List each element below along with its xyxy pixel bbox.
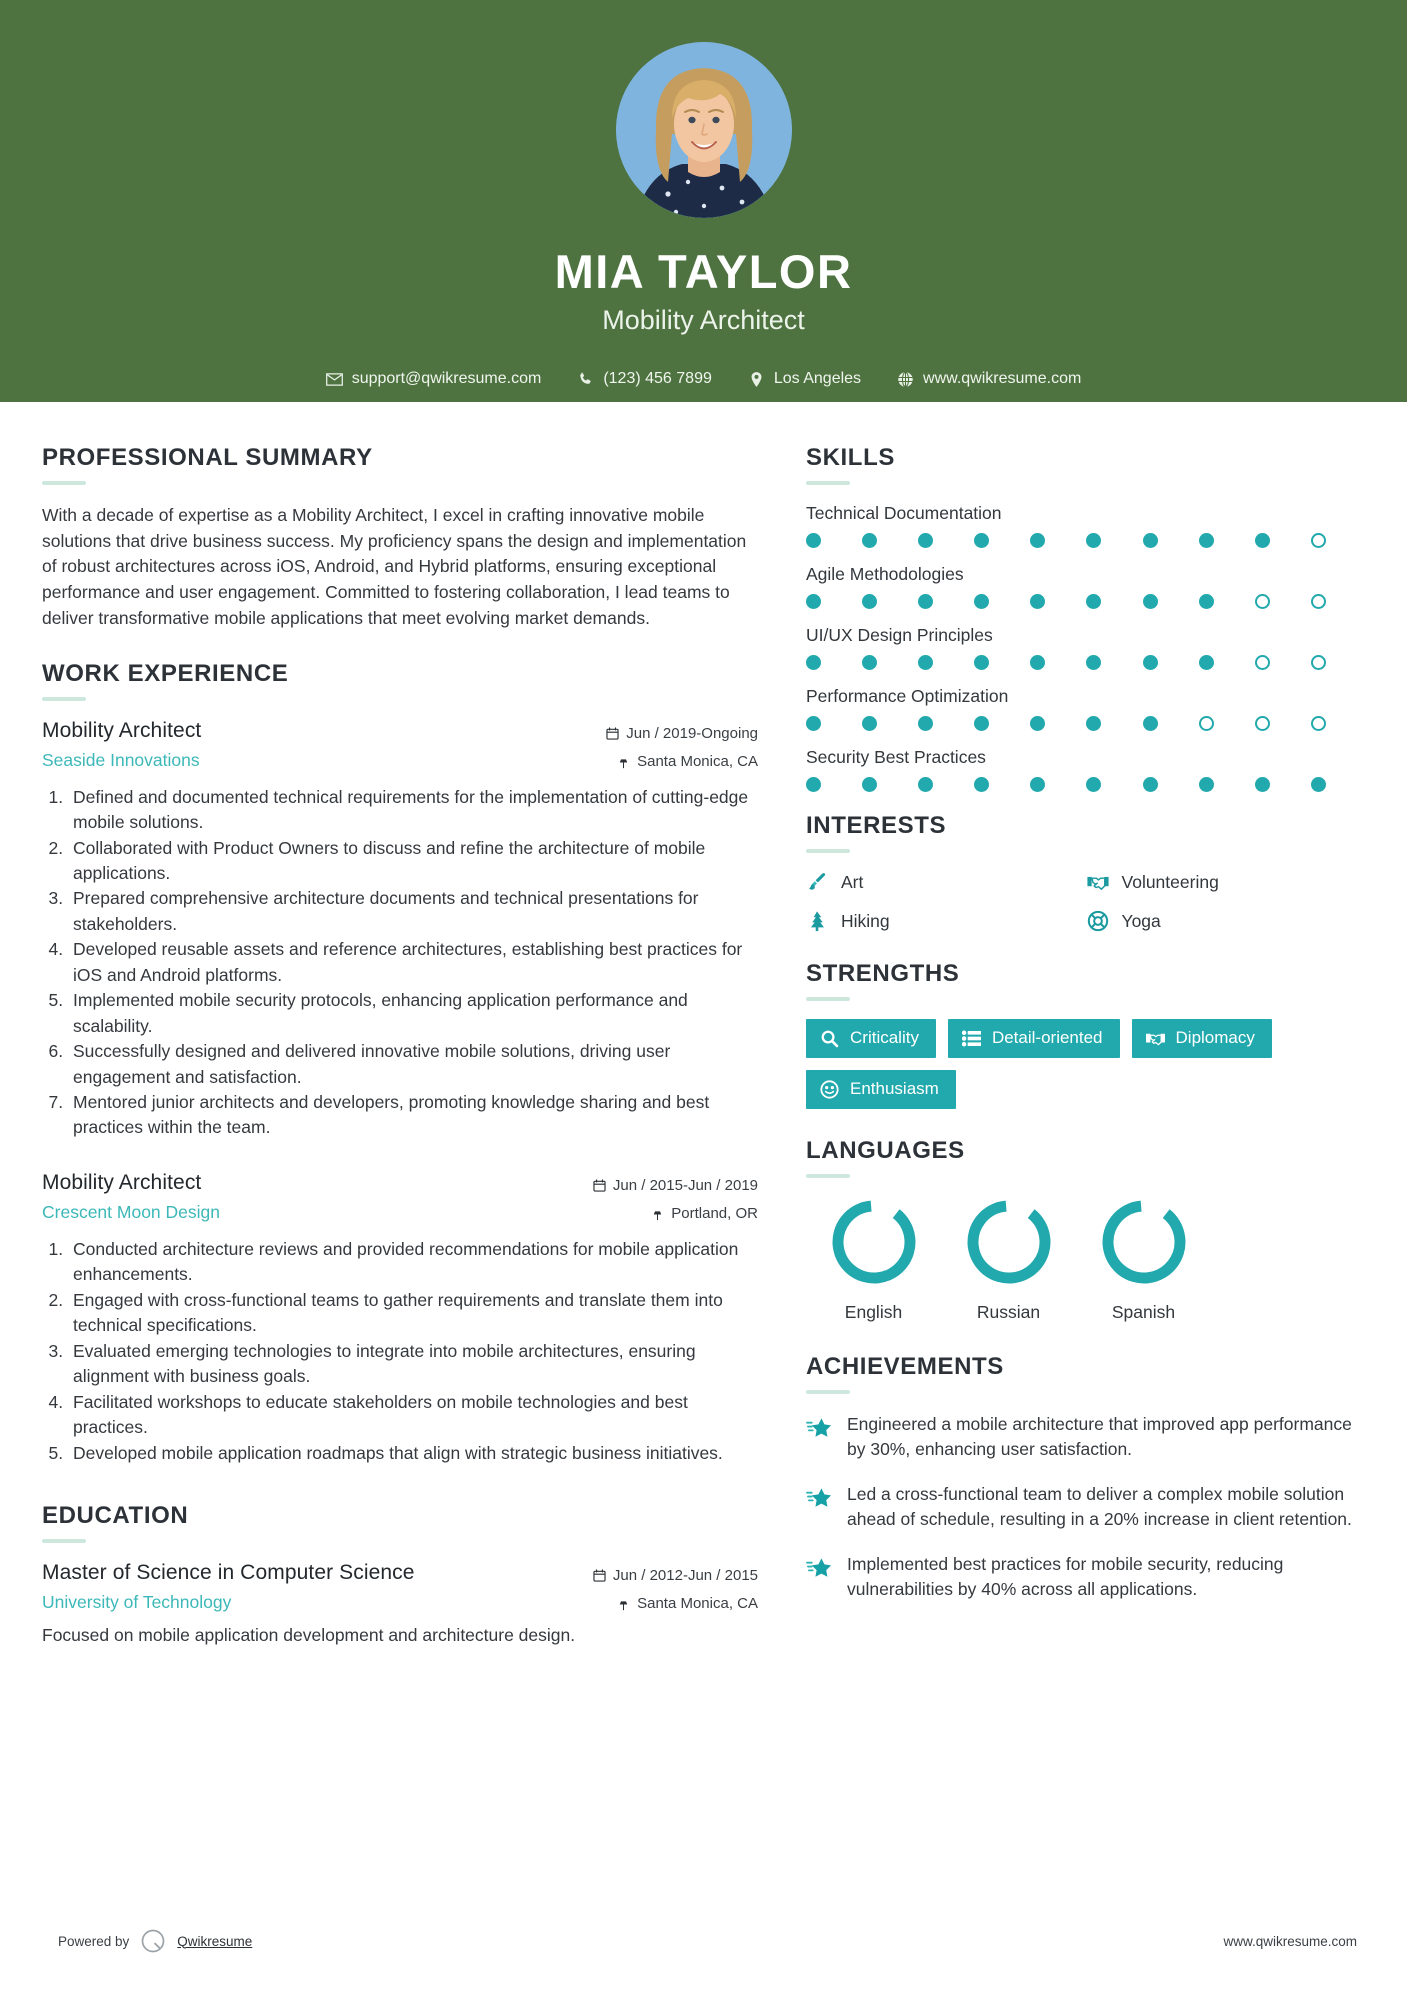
skill-dot-cell (1086, 533, 1142, 548)
skill-dot-cell (918, 594, 974, 609)
education-location-value: Santa Monica, CA (637, 1595, 758, 1613)
skill-dot-filled (806, 594, 821, 609)
pin-icon (617, 754, 630, 769)
education-rule (42, 1539, 86, 1543)
email-icon (326, 371, 343, 388)
footer-brand-link[interactable]: Qwikresume (177, 1933, 253, 1949)
languages-title: LANGUAGES (806, 1137, 965, 1164)
section-education (42, 1502, 758, 1648)
skill-dot-empty (1311, 655, 1326, 670)
skill-dot-cell (862, 594, 918, 609)
interest-label: Hiking (841, 910, 890, 931)
section-skills (806, 444, 1367, 792)
strength-label: Diplomacy (1175, 1028, 1255, 1047)
skill-dot-filled (1086, 533, 1101, 548)
footer-left (58, 1928, 252, 1954)
language-item (1076, 1196, 1211, 1323)
skill-dot-cell (806, 716, 862, 731)
skill-dot-cell (1199, 655, 1255, 670)
skill-dot-filled (862, 594, 877, 609)
skill-dot-filled (1311, 777, 1326, 792)
skill-item (806, 503, 1367, 548)
work-bullets (42, 1237, 758, 1466)
contact-location[interactable] (748, 370, 861, 388)
strengths-title: STRENGTHS (806, 960, 960, 987)
skill-dot-filled (918, 594, 933, 609)
work-bullets (42, 785, 758, 1141)
summary-title: PROFESSIONAL SUMMARY (42, 444, 373, 471)
work-bullet: 5. Developed mobile application roadmaps that align with strategic business initiatives. (68, 1441, 758, 1466)
skill-dot-cell (1086, 655, 1142, 670)
language-label: Russian (976, 1302, 1041, 1322)
skill-dot-filled (1143, 594, 1158, 609)
achievement-text: Engineered a mobile architecture that improved app performance by 30%, enhancing user satisfaction. (847, 1414, 1352, 1460)
tree-icon (806, 910, 828, 932)
education-dates (548, 1567, 758, 1584)
skill-dot-cell (1143, 533, 1199, 548)
skill-dot-cell (862, 777, 918, 792)
skill-dot-filled (862, 655, 877, 670)
skill-dot-cell (862, 716, 918, 731)
skill-dot-filled (974, 533, 989, 548)
contact-website[interactable] (897, 370, 1081, 388)
contact-email-value: support@qwikresume.com (351, 370, 542, 387)
skill-dot-cell (862, 655, 918, 670)
skill-dot-filled (918, 777, 933, 792)
skill-dot-cell (1199, 716, 1255, 731)
summary-text: With a decade of expertise as a Mobility Architect, I excel in crafting innovative mobile solutions that drive business success. My proficiency spans the design and implementation of robust architectures across iOS, Android, and Hybrid platforms, ensuring exceptional performance and user engagement. Committed to fostering collaboration, I lead teams to deliver transformative mobile applications that meet evolving market demands. (42, 505, 747, 628)
work-bullet: 2. Engaged with cross-functional teams to gather requirements and translate them into technical specifications. (68, 1288, 758, 1339)
location-icon (748, 371, 765, 388)
handshake-icon (1146, 1029, 1165, 1048)
work-location (548, 753, 758, 770)
skill-dot-empty (1199, 716, 1214, 731)
skill-dot-cell (974, 533, 1030, 548)
achievements-rule (806, 1390, 850, 1394)
work-title: WORK EXPERIENCE (42, 659, 289, 687)
skill-dot-cell (806, 533, 862, 548)
resume-body (0, 402, 1407, 1676)
interest-item (806, 910, 1087, 932)
work-org: Crescent Moon Design (42, 1201, 220, 1222)
work-bullet: 3. Prepared comprehensive architecture documents and technical presentations for stakeholders. (68, 886, 758, 937)
skill-name: Security Best Practices (806, 747, 986, 767)
strengths-rule (806, 997, 850, 1001)
skill-rating (806, 533, 1367, 548)
skill-dot-empty (1311, 716, 1326, 731)
contact-email[interactable] (326, 370, 542, 388)
language-label: English (844, 1302, 903, 1322)
skill-dot-filled (974, 594, 989, 609)
work-location (548, 1205, 758, 1222)
interest-item (1087, 871, 1368, 893)
work-entry (42, 719, 758, 1141)
summary-rule (42, 481, 86, 485)
handshake-icon (1087, 871, 1109, 893)
skill-dot-cell (974, 777, 1030, 792)
skill-dot-filled (918, 655, 933, 670)
work-bullet: 4. Facilitated workshops to educate stakeholders on mobile technologies and best practices. (68, 1390, 758, 1441)
skill-dot-filled (862, 777, 877, 792)
paintbrush-icon (806, 871, 828, 893)
skill-dot-cell (1143, 716, 1199, 731)
interests-rule (806, 849, 850, 853)
skill-dot-cell (974, 655, 1030, 670)
achievement-item (806, 1412, 1367, 1462)
achievement-text: Led a cross-functional team to deliver a complex mobile solution ahead of schedule, resulting in a 20% increase in client retention. (847, 1484, 1352, 1530)
work-bullet: 6. Successfully designed and delivered innovative mobile solutions, driving user engagement and satisfaction. (68, 1039, 758, 1090)
section-languages (806, 1137, 1367, 1323)
skills-list (806, 503, 1367, 792)
interest-item (1087, 910, 1368, 932)
skill-dot-cell (1143, 777, 1199, 792)
smiley-icon (820, 1080, 839, 1099)
calendar-icon (606, 726, 619, 741)
search-icon (820, 1029, 839, 1048)
skill-dot-cell (1143, 594, 1199, 609)
full-name: MIA TAYLOR (554, 245, 853, 298)
skill-dot-filled (974, 655, 989, 670)
star-icon (806, 1484, 833, 1511)
skill-dot-cell (1086, 594, 1142, 609)
skill-dot-filled (1030, 533, 1045, 548)
skill-dot-cell (806, 655, 862, 670)
contact-location-value: Los Angeles (773, 370, 862, 387)
work-dates-value: Jun / 2015-Jun / 2019 (612, 1176, 758, 1194)
work-entry (42, 1171, 758, 1466)
skill-dot-cell (1030, 777, 1086, 792)
skill-dot-cell (1086, 716, 1142, 731)
education-degree: Master of Science in Computer Science (42, 1561, 415, 1585)
strength-label: Enthusiasm (850, 1079, 939, 1098)
star-icon (806, 1554, 833, 1581)
skill-dot-filled (1030, 655, 1045, 670)
footer-website[interactable]: www.qwikresume.com (1223, 1933, 1357, 1949)
education-description: Focused on mobile application development and architecture design. (42, 1625, 576, 1646)
skill-dot-filled (1086, 716, 1101, 731)
skill-dot-cell (1311, 716, 1367, 731)
education-entry (42, 1561, 758, 1648)
skill-dot-cell (1255, 655, 1311, 670)
skill-dot-filled (1143, 716, 1158, 731)
pin-icon (651, 1206, 664, 1221)
achievement-item (806, 1552, 1367, 1602)
skill-dot-empty (1311, 533, 1326, 548)
work-org: Seaside Innovations (42, 749, 200, 770)
contact-row (0, 370, 1407, 388)
section-strengths (806, 960, 1367, 1109)
work-rule (42, 697, 86, 701)
skill-name: Technical Documentation (806, 503, 1002, 523)
phone-icon (577, 371, 594, 388)
skill-dot-cell (1199, 594, 1255, 609)
skill-dot-filled (918, 533, 933, 548)
skill-dot-filled (1086, 594, 1101, 609)
skill-dot-empty (1255, 716, 1270, 731)
skill-dot-filled (974, 716, 989, 731)
section-summary (42, 444, 758, 632)
work-bullet: 7. Mentored junior architects and developers, promoting knowledge sharing and best practices within the team. (68, 1090, 758, 1141)
skill-dot-cell (974, 594, 1030, 609)
interests-grid (806, 871, 1367, 932)
skill-dot-cell (1030, 594, 1086, 609)
work-role: Mobility Architect (42, 1170, 202, 1194)
skill-dot-cell (1143, 655, 1199, 670)
globe-icon (897, 371, 914, 388)
contact-website-value: www.qwikresume.com (923, 370, 1082, 387)
work-bullet: 2. Collaborated with Product Owners to discuss and refine the architecture of mobile applications. (68, 836, 758, 887)
skill-dot-cell (1255, 716, 1311, 731)
education-school: University of Technology (42, 1592, 232, 1613)
list-icon (962, 1029, 981, 1048)
skill-dot-cell (918, 716, 974, 731)
skill-dot-cell (1311, 533, 1367, 548)
footer (0, 1928, 1407, 1954)
skill-dot-filled (1030, 716, 1045, 731)
skill-item (806, 564, 1367, 609)
skill-dot-filled (1199, 594, 1214, 609)
skill-dot-cell (918, 533, 974, 548)
skill-rating (806, 655, 1367, 670)
work-dates-value: Jun / 2019-Ongoing (626, 724, 758, 742)
skill-dot-empty (1255, 655, 1270, 670)
skill-dot-cell (918, 655, 974, 670)
skill-dot-cell (1311, 655, 1367, 670)
work-location-value: Santa Monica, CA (637, 752, 758, 770)
skill-dot-filled (806, 655, 821, 670)
section-interests (806, 812, 1367, 932)
skill-dot-cell (1030, 533, 1086, 548)
qwikresume-logo-icon (140, 1928, 166, 1954)
star-icon (806, 1414, 833, 1441)
achievements-title: ACHIEVEMENTS (806, 1353, 1004, 1380)
education-dates-value: Jun / 2012-Jun / 2015 (612, 1567, 758, 1585)
section-achievements (806, 1353, 1367, 1602)
skills-rule (806, 481, 850, 485)
skill-item (806, 625, 1367, 670)
language-ring (828, 1196, 920, 1288)
calendar-icon (593, 1178, 606, 1193)
work-bullet: 3. Evaluated emerging technologies to integrate into mobile architectures, ensuring alignment with business goals. (68, 1339, 758, 1390)
strength-chip-criticality[interactable] (806, 1019, 936, 1058)
skill-item (806, 747, 1367, 792)
left-column (0, 402, 798, 1676)
powered-by-label: Powered by (58, 1933, 130, 1949)
skill-dot-cell (1255, 533, 1311, 548)
skill-name: UI/UX Design Principles (806, 625, 993, 645)
achievement-text: Implemented best practices for mobile security, reducing vulnerabilities by 40% across all applications. (847, 1554, 1284, 1600)
skill-dot-empty (1255, 594, 1270, 609)
work-location-value: Portland, OR (671, 1204, 758, 1222)
work-bullet: 4. Developed reusable assets and reference architectures, establishing best practices for iOS and Android platforms. (68, 937, 758, 988)
language-item (806, 1196, 941, 1323)
skill-dot-filled (1199, 777, 1214, 792)
skill-dot-filled (1255, 533, 1270, 548)
skill-dot-filled (862, 533, 877, 548)
skill-dot-cell (1086, 777, 1142, 792)
skill-dot-filled (1030, 594, 1045, 609)
education-title: EDUCATION (42, 1502, 189, 1530)
languages-list (806, 1196, 1367, 1323)
skill-dot-filled (806, 716, 821, 731)
skill-dot-filled (1199, 533, 1214, 548)
skill-dot-cell (1199, 777, 1255, 792)
interest-label: Yoga (1121, 910, 1161, 931)
skill-dot-cell (918, 777, 974, 792)
language-ring (1098, 1196, 1190, 1288)
skill-dot-filled (1143, 533, 1158, 548)
skill-dot-filled (974, 777, 989, 792)
skill-dot-filled (1255, 777, 1270, 792)
skill-dot-empty (1311, 594, 1326, 609)
language-item (941, 1196, 1076, 1323)
avatar (616, 42, 792, 218)
skill-rating (806, 716, 1367, 731)
skill-dot-cell (974, 716, 1030, 731)
skill-dot-filled (806, 533, 821, 548)
work-dates (548, 725, 758, 742)
skill-name: Agile Methodologies (806, 564, 964, 584)
skill-dot-cell (1030, 716, 1086, 731)
skill-dot-cell (1255, 594, 1311, 609)
section-work-experience (42, 660, 758, 1466)
skill-dot-cell (862, 533, 918, 548)
strength-label: Detail-oriented (991, 1028, 1103, 1047)
contact-phone-value: (123) 456 7899 (603, 370, 712, 387)
skill-rating (806, 777, 1367, 792)
languages-rule (806, 1174, 850, 1178)
skill-dot-filled (1143, 777, 1158, 792)
skill-dot-filled (1030, 777, 1045, 792)
skill-dot-filled (1086, 777, 1101, 792)
interest-label: Volunteering (1121, 871, 1219, 892)
skill-dot-cell (806, 594, 862, 609)
pin-icon (617, 1596, 630, 1611)
work-dates (548, 1177, 758, 1194)
strengths-list (806, 1019, 1367, 1109)
language-ring (963, 1196, 1055, 1288)
interest-label: Art (841, 871, 864, 892)
contact-phone[interactable] (577, 370, 712, 388)
skill-dot-cell (1311, 594, 1367, 609)
skill-dot-cell (1030, 655, 1086, 670)
skill-dot-cell (1311, 777, 1367, 792)
language-label: Spanish (1111, 1302, 1176, 1322)
skills-title: SKILLS (806, 444, 895, 471)
skill-name: Performance Optimization (806, 686, 1009, 706)
work-role: Mobility Architect (42, 718, 202, 742)
work-bullet: 1. Conducted architecture reviews and provided recommendations for mobile application enhancements. (68, 1237, 758, 1288)
skill-dot-filled (1086, 655, 1101, 670)
interests-title: INTERESTS (806, 812, 947, 839)
skill-dot-filled (806, 777, 821, 792)
skill-dot-filled (862, 716, 877, 731)
skill-dot-cell (806, 777, 862, 792)
right-column (798, 402, 1407, 1676)
skill-dot-cell (1255, 777, 1311, 792)
strength-chip-detail-oriented[interactable] (948, 1019, 1120, 1058)
education-location (548, 1595, 758, 1612)
skill-rating (806, 594, 1367, 609)
strength-chip-enthusiasm[interactable] (806, 1070, 956, 1109)
skill-dot-filled (918, 716, 933, 731)
work-bullet: 5. Implemented mobile security protocols, enhancing application performance and scalability. (68, 988, 758, 1039)
work-bullet: 1. Defined and documented technical requirements for the implementation of cutting-edge mobile solutions. (68, 785, 758, 836)
resume-header (0, 0, 1407, 402)
interest-item (806, 871, 1087, 893)
calendar-icon (593, 1568, 606, 1583)
skill-dot-cell (1199, 533, 1255, 548)
achievement-item (806, 1482, 1367, 1532)
skill-dot-filled (1143, 655, 1158, 670)
job-title: Mobility Architect (602, 305, 805, 335)
strength-chip-diplomacy[interactable] (1132, 1019, 1272, 1058)
strength-label: Criticality (850, 1028, 919, 1047)
skill-dot-filled (1199, 655, 1214, 670)
lifebuoy-icon (1087, 910, 1109, 932)
skill-item (806, 686, 1367, 731)
